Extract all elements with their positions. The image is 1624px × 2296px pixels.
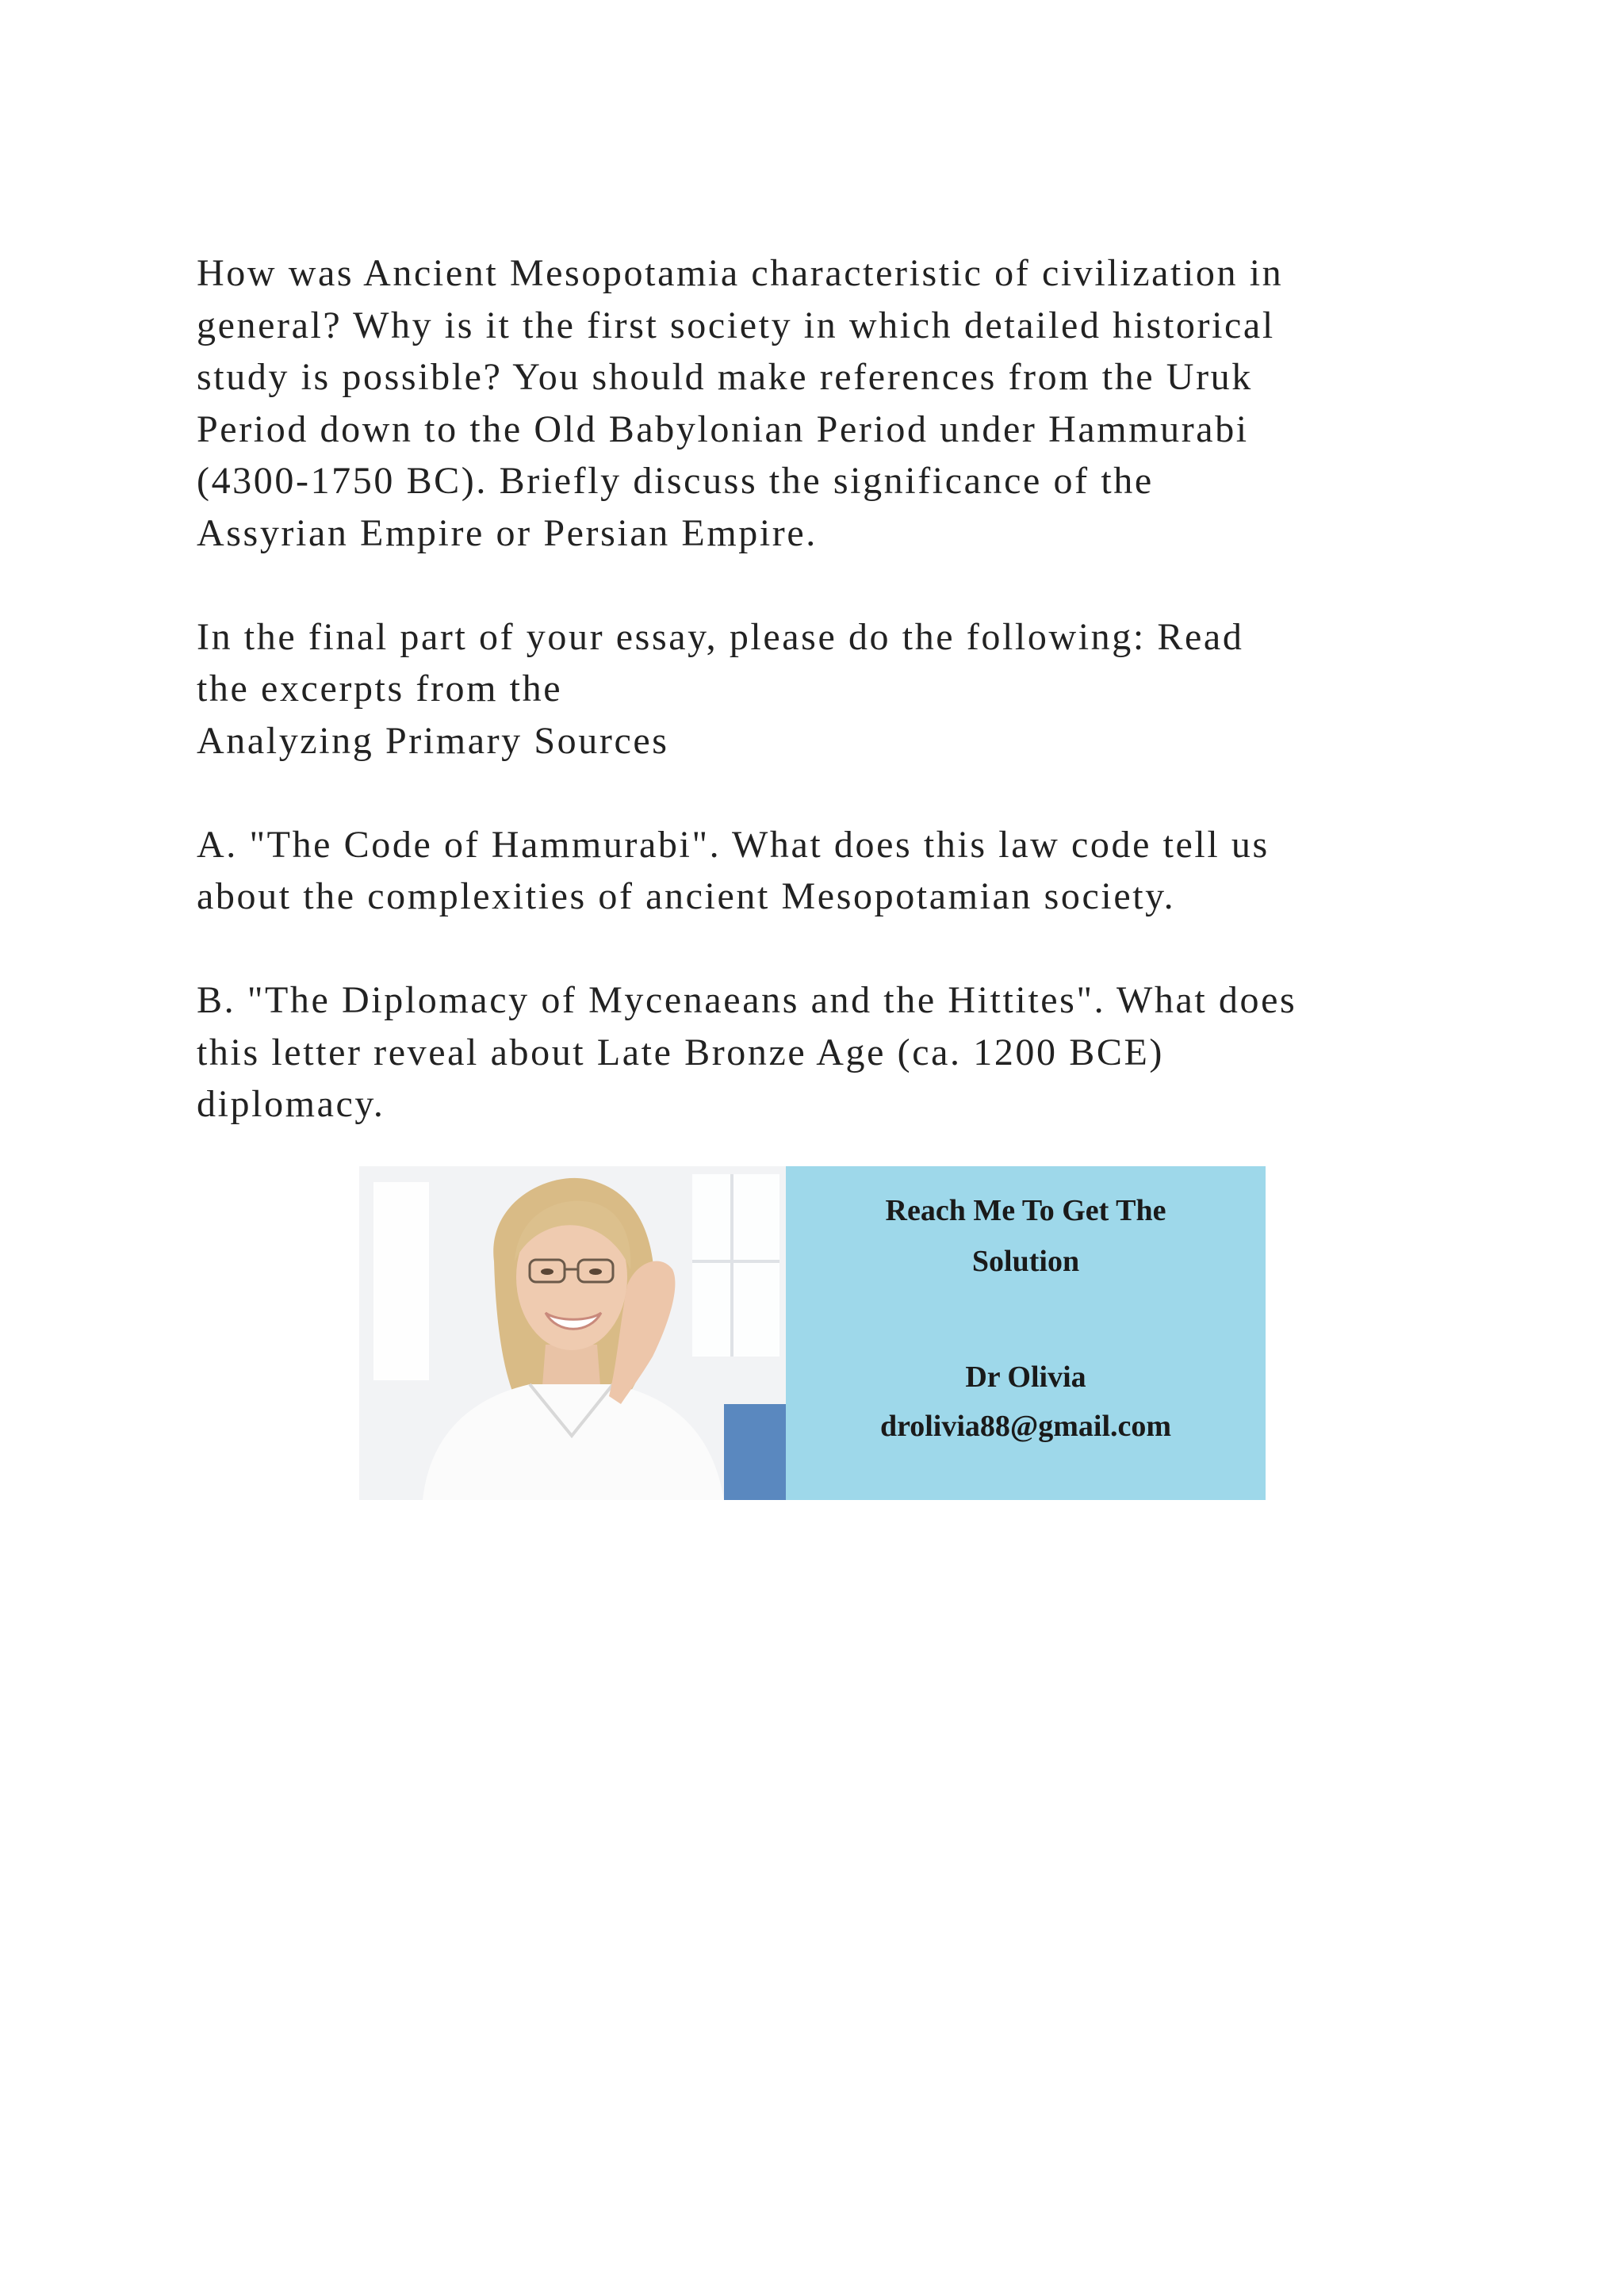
contact-banner (359, 1166, 1266, 1500)
text-line: A. "The Code of Hammurabi". What does this law code tell us (197, 823, 1270, 866)
text-line: study is possible? You should make references from the Uruk (197, 356, 1253, 398)
text-line: about the complexities of ancient Mesopotamian society. (197, 875, 1176, 917)
paragraph-final-part (197, 611, 1434, 767)
paragraph-item-b (197, 974, 1434, 1131)
text-line: general? Why is it the first society in which detailed historical (197, 304, 1275, 346)
text-line: In the final part of your essay, please do the following: Read (197, 615, 1244, 658)
text-line: (4300-1750 BC). Briefly discuss the significance of the (197, 460, 1154, 502)
text-line: diplomacy. (197, 1083, 385, 1125)
solution-heading: Solution (971, 1245, 1080, 1278)
essay-prompt (197, 247, 1434, 1182)
reach-me-heading: Reach Me To Get The (885, 1194, 1166, 1227)
text-line: How was Ancient Mesopotamia characteristic of civilization in (197, 252, 1284, 294)
text-line: the excerpts from the (197, 668, 563, 710)
paragraph-intro (197, 247, 1434, 559)
text-line: Period down to the Old Babylonian Period under Hammurabi (197, 408, 1249, 450)
text-line: Assyrian Empire or Persian Empire. (197, 511, 818, 554)
contact-email[interactable]: drolivia88@gmail.com (879, 1410, 1172, 1443)
portrait-illustration (359, 1166, 786, 1500)
contact-info-panel (786, 1166, 1266, 1500)
woman-photo (359, 1166, 786, 1500)
paragraph-item-a (197, 819, 1434, 923)
text-line: this letter reveal about Late Bronze Age (ca. 1200 BCE) (197, 1031, 1164, 1073)
contact-name: Dr Olivia (965, 1360, 1086, 1394)
text-line: Analyzing Primary Sources (197, 719, 669, 762)
text-line: B. "The Diplomacy of Mycenaeans and the Hittites". What does (197, 979, 1297, 1021)
